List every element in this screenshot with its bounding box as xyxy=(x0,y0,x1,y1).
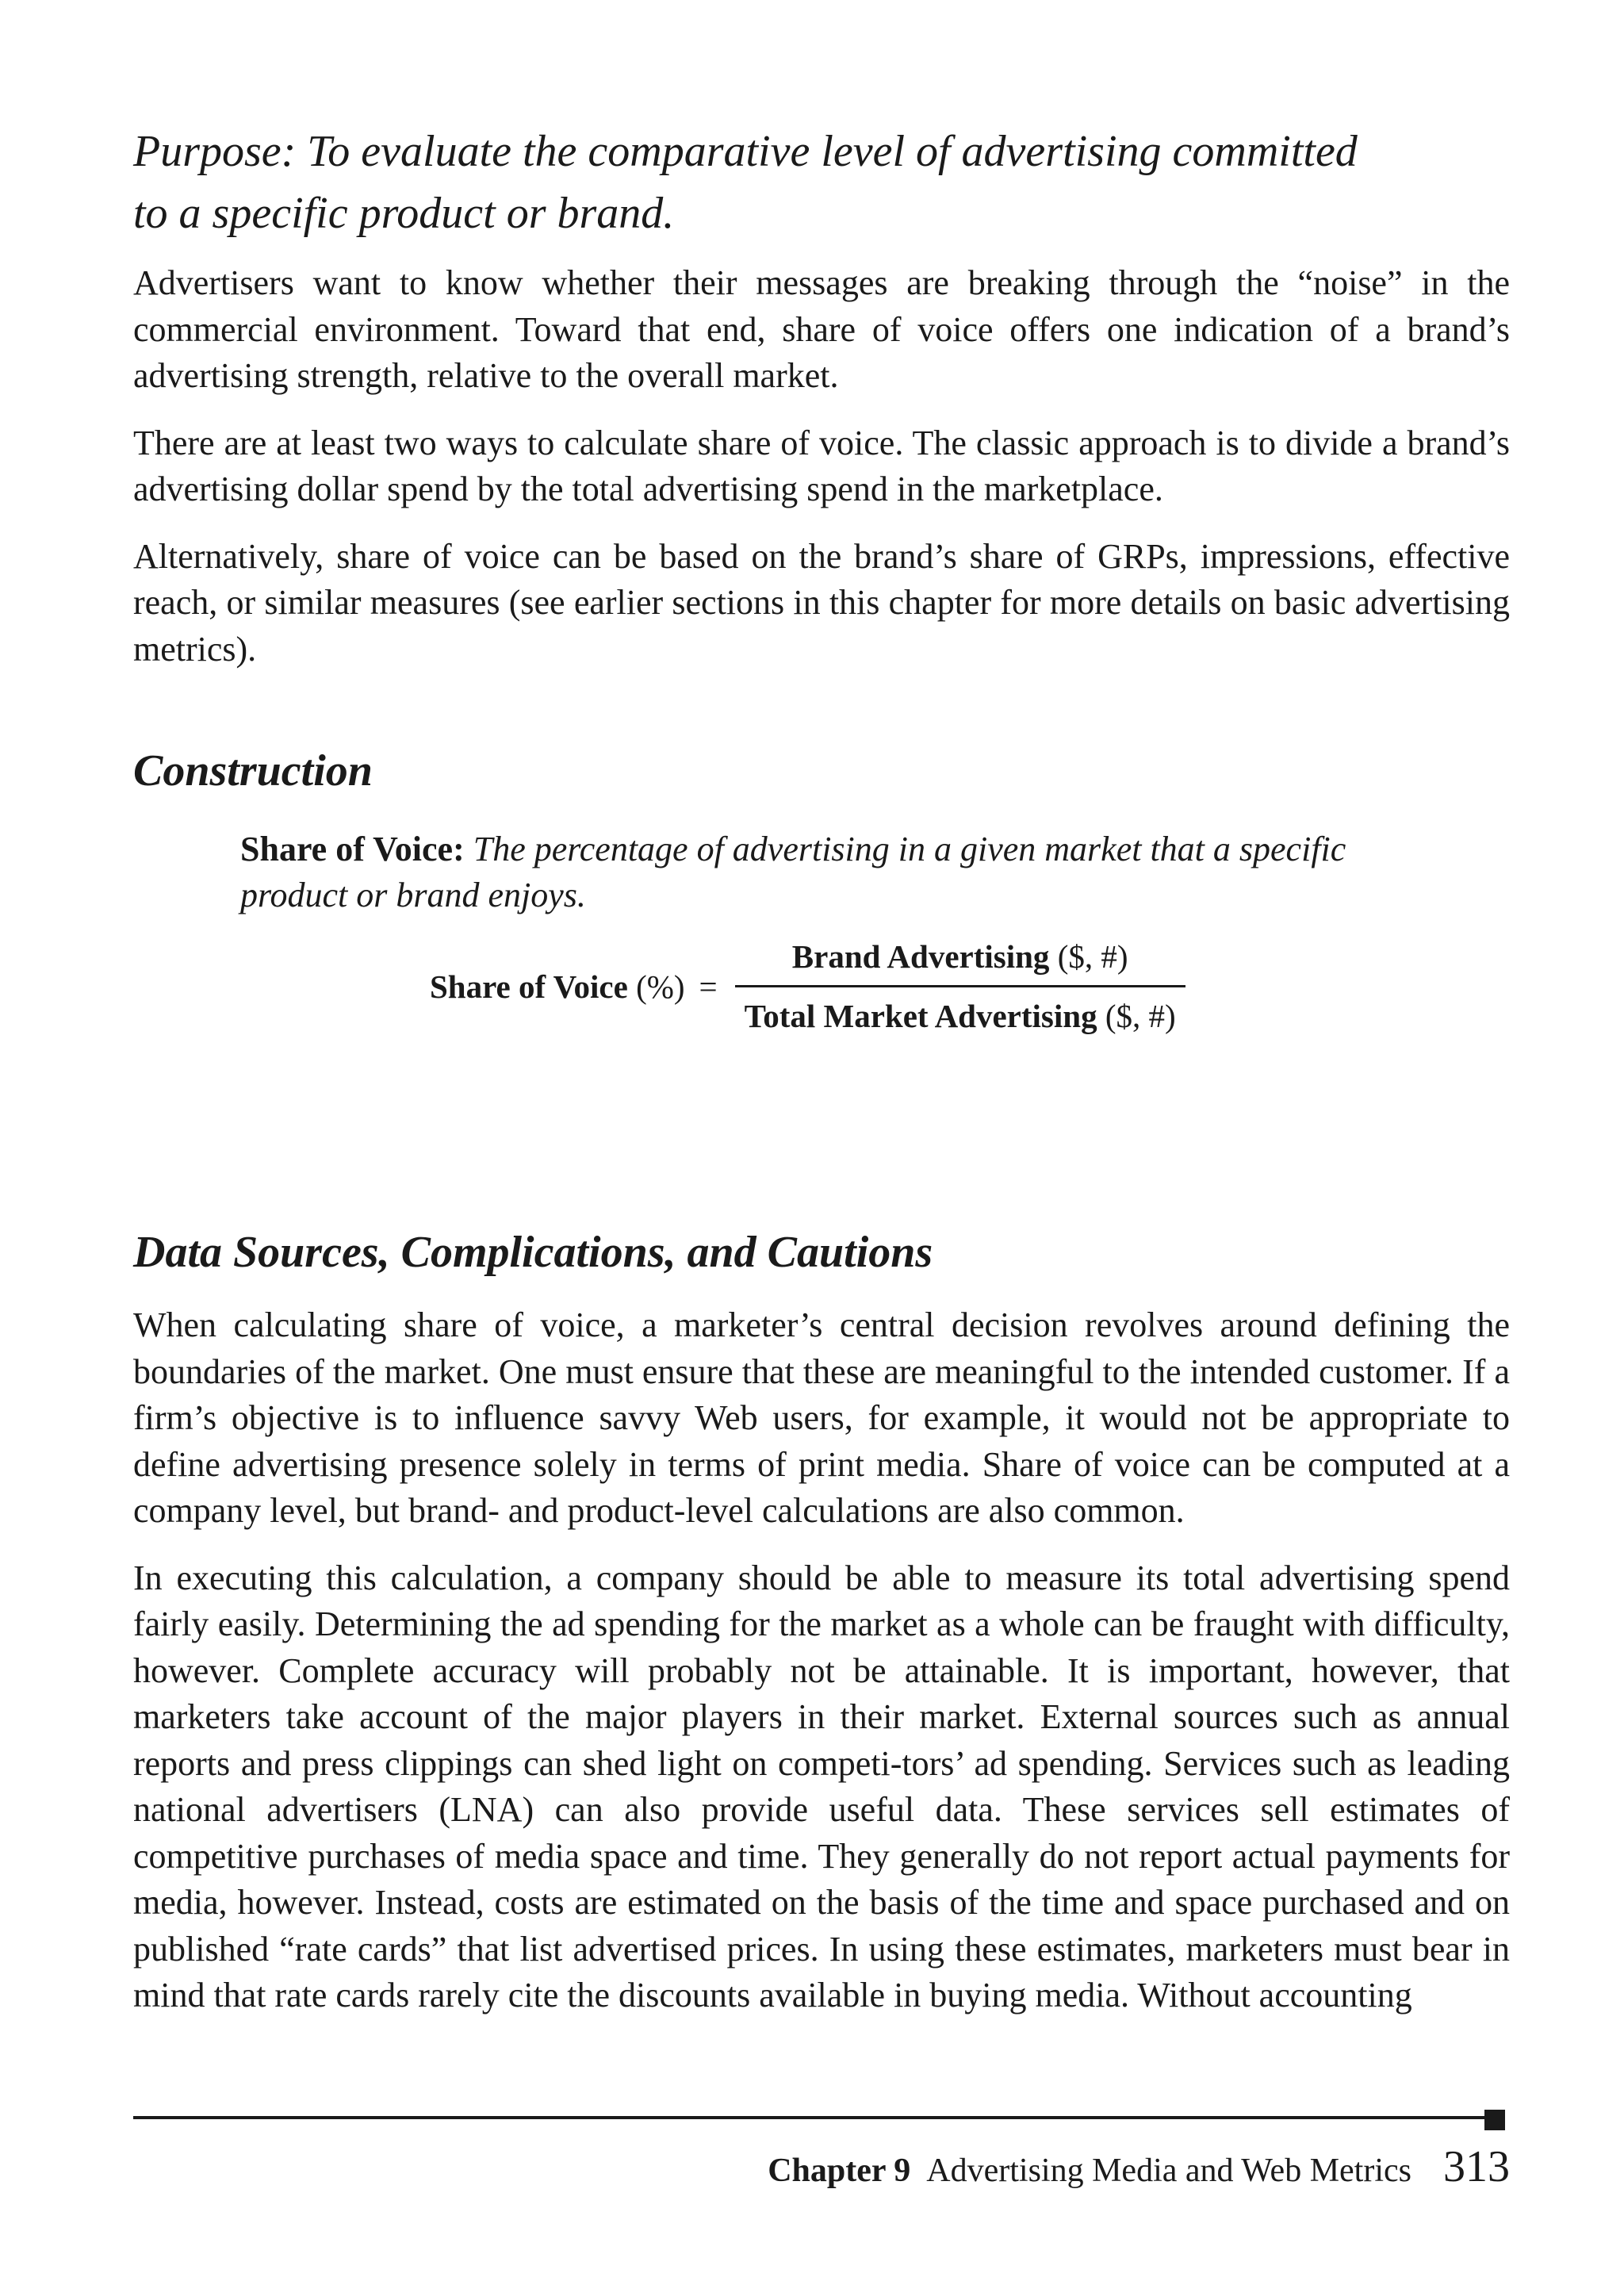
formula-lhs-unit: (%) xyxy=(636,968,685,1005)
footer-chapter-label: Chapter 9 xyxy=(768,2153,911,2189)
intro-paragraph: Advertisers want to know whether their messages are breaking through the “noise” in the commercial environment. Toward that end, share of voice offers one indication of a brand’s advertising strength, relative to the overall market. xyxy=(133,263,1510,395)
definition-block xyxy=(240,826,1461,918)
page-content xyxy=(133,121,1510,2015)
intro-paragraph: Alternatively, share of voice can be based on the brand’s share of GRPs, impressions, effective reach, or similar measures (see earlier sections in this chapter for more details on basic advertising metrics). xyxy=(133,536,1510,669)
formula-denominator xyxy=(745,987,1176,1035)
data-sources-paragraph: In executing this calculation, a company should be able to measure its total advertising spend fairly easily. Determining the ad spending for the market as a whole can be fraught with difficulty, however. Complete accuracy will probably not be attainable. It is important, however, that marketers take account of the major players in their market. External sources such as annual reports and press clippings can shed light on competi-tors’ ad spending. Services such as leading national advertisers (LNA) can also provide useful data. These services sell estimates of competitive purchases of media space and time. They generally do not report actual payments for media, however. Instead, costs are estimated on the basis of the time and space purchased and on published “rate cards” that list advertised prices. In using these estimates, marketers must bear in mind that rate cards rarely cite the discounts available in buying media. Without accounting xyxy=(133,1558,1510,2015)
data-sources-paragraph: When calculating share of voice, a marketer’s central decision revolves around defining the boundaries of the market. One must ensure that these are meaningful to the intended customer. If a firm’s objective is to influence savvy Web users, for example, it would not be appropriate to define advertising presence solely in terms of print media. Share of voice can be computed at a company level, but brand- and product-level calculations are also common. xyxy=(133,1305,1510,1530)
share-of-voice-formula xyxy=(430,937,1185,1035)
formula-fraction xyxy=(735,937,1185,1035)
footer-chapter-title: Advertising Media and Web Metrics xyxy=(926,2153,1411,2189)
definition-text: The percentage of advertising in a given market that a specific product or brand enjoys. xyxy=(240,830,1346,914)
footer-rule xyxy=(133,2116,1484,2119)
intro-paragraph: There are at least two ways to calculate share of voice. The classic approach is to divide a brand’s advertising dollar spend by the total advertising spend in the marketplace. xyxy=(133,423,1510,508)
formula-denominator-unit: ($, #) xyxy=(1105,998,1176,1034)
definition-term: Share of Voice: xyxy=(240,830,465,868)
formula-numerator xyxy=(760,937,1160,985)
formula-numerator-unit: ($, #) xyxy=(1057,938,1128,975)
formula-lhs-label: Share of Voice xyxy=(430,968,628,1005)
construction-heading: Construction xyxy=(133,746,373,795)
purpose-line-1: Purpose: To evaluate the comparative level of advertising committed xyxy=(133,127,1358,176)
data-sources-heading: Data Sources, Complications, and Cautions xyxy=(133,1228,933,1277)
formula-numerator-label: Brand Advertising xyxy=(791,938,1050,975)
formula-lhs xyxy=(430,968,685,1006)
purpose-line-2: to a specific product or brand. xyxy=(133,189,675,238)
formula-denominator-label: Total Market Advertising xyxy=(744,998,1097,1034)
page-footer xyxy=(768,2141,1510,2192)
formula-equals: = xyxy=(699,968,718,1005)
purpose-statement xyxy=(133,121,1450,244)
footer-square-marker xyxy=(1484,2110,1505,2130)
data-sources-body xyxy=(133,1302,1510,2040)
page-number: 313 xyxy=(1443,2142,1510,2191)
